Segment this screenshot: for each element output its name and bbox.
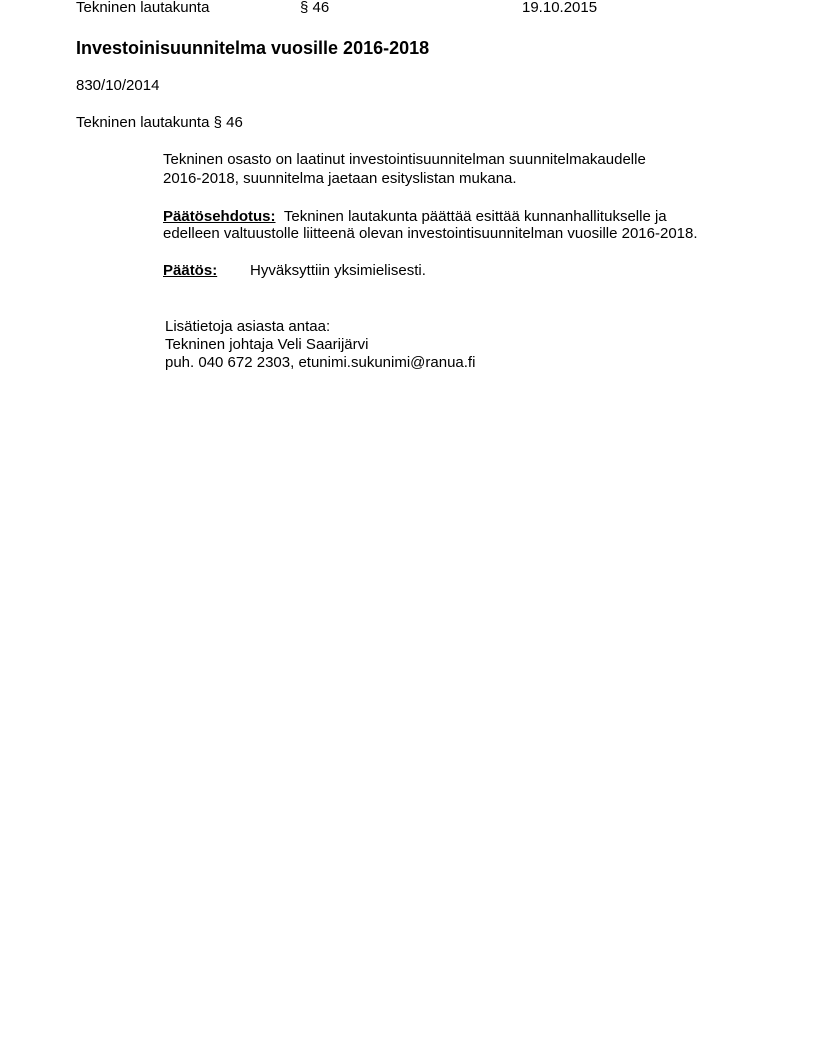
proposal-label: Päätösehdotus: — [163, 208, 276, 225]
proposal-text-1: Tekninen lautakunta päättää esittää kunnanhallitukselle ja — [283, 208, 667, 225]
intro-line-2: 2016-2018, suunnitelma jaetaan esityslistan mukana. — [163, 170, 517, 187]
header-section-number: § 46 — [300, 0, 330, 16]
decision-label: Päätös: — [163, 262, 218, 279]
decision-text: Hyväksyttiin yksimielisesti. — [250, 262, 426, 279]
proposal-line-2: edelleen valtuustolle liitteenä olevan investointisuunnitelman vuosille 2016-2018. — [163, 225, 698, 242]
diary-number: 830/10/2014 — [76, 77, 160, 94]
board-section-heading: Tekninen lautakunta § 46 — [76, 114, 243, 131]
header-board-name: Tekninen lautakunta — [76, 0, 210, 16]
intro-line-1: Tekninen osasto on laatinut investointisuunnitelman suunnitelmakaudelle — [163, 151, 646, 168]
contact-heading: Lisätietoja asiasta antaa: — [165, 318, 331, 335]
document-title: Investoinisuunnitelma vuosille 2016-2018 — [76, 38, 430, 58]
contact-person: Tekninen johtaja Veli Saarijärvi — [165, 336, 369, 353]
contact-details: puh. 040 672 2303, etunimi.sukunimi@ranua.fi — [165, 354, 476, 371]
header-date: 19.10.2015 — [522, 0, 598, 16]
proposal-line-1 — [163, 208, 667, 226]
